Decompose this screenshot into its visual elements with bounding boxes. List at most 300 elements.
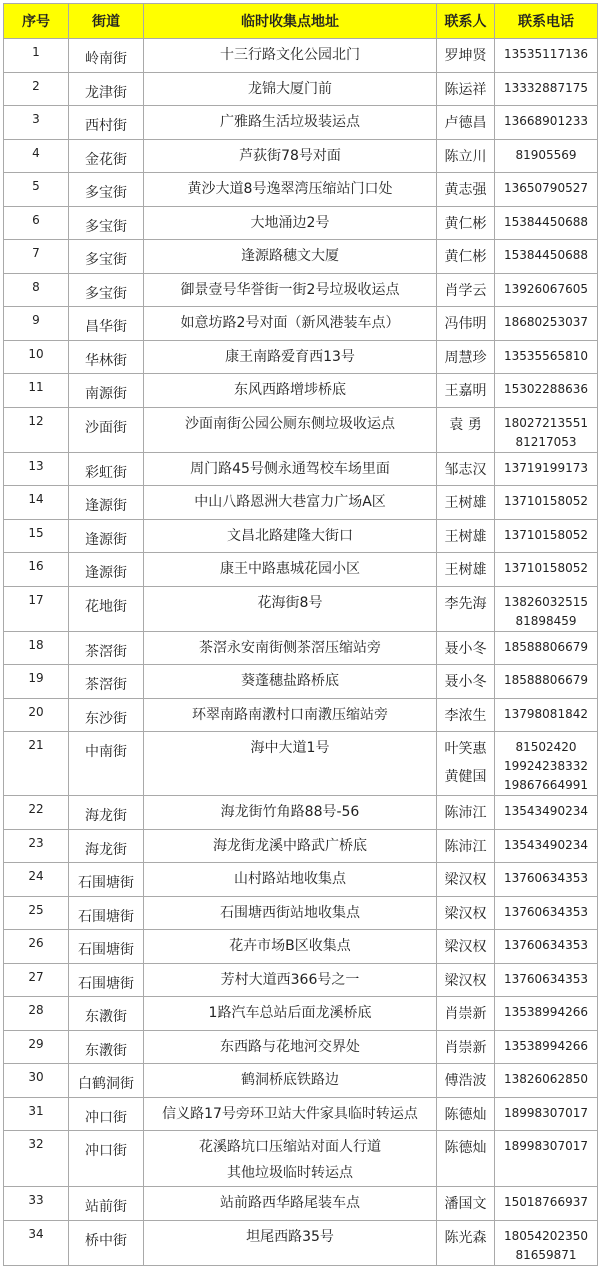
row-phone (495, 796, 598, 830)
address-line: 东风西路增埗桥底 (234, 382, 346, 398)
row-contact (437, 106, 495, 140)
row-street: 茶滘街 (69, 665, 144, 699)
table-row (4, 486, 598, 520)
row-phone (495, 519, 598, 553)
contact-name: 陈沛江 (444, 805, 487, 821)
row-phone (495, 631, 598, 665)
row-contact (437, 1064, 495, 1098)
row-address (144, 139, 437, 173)
row-address (144, 863, 437, 897)
row-street: 金花街 (69, 139, 144, 173)
phone-number: 13543490234 (504, 804, 588, 818)
row-address (144, 732, 437, 796)
contact-name: 肖崇新 (444, 1006, 487, 1022)
row-address (144, 307, 437, 341)
table-row (4, 732, 598, 796)
table-header (4, 4, 598, 39)
row-contact (437, 863, 495, 897)
row-seq: 20 (4, 698, 69, 732)
table-row (4, 173, 598, 207)
contact-name: 陈立川 (444, 148, 487, 165)
phone-number: 13710158052 (504, 561, 588, 575)
contact-name: 黄志强 (444, 182, 487, 198)
row-contact (437, 307, 495, 341)
row-contact (437, 553, 495, 587)
contact-name: 卢德昌 (444, 115, 487, 131)
table-row (4, 340, 598, 374)
row-street: 东沙街 (69, 698, 144, 732)
row-contact (437, 732, 495, 796)
contact-name: 陈运祥 (444, 81, 487, 98)
row-address (144, 452, 437, 486)
table-row (4, 106, 598, 140)
row-seq: 9 (4, 307, 69, 341)
row-contact (437, 519, 495, 553)
row-seq: 34 (4, 1220, 69, 1265)
row-contact (437, 1187, 495, 1221)
contact-name: 梁汉权 (444, 872, 487, 888)
row-street: 南源街 (69, 374, 144, 408)
phone-number: 19924238332 (504, 759, 588, 773)
row-seq: 33 (4, 1187, 69, 1221)
row-seq: 15 (4, 519, 69, 553)
row-seq: 24 (4, 863, 69, 897)
header-contact: 联系人 (437, 4, 495, 39)
row-contact (437, 665, 495, 699)
address-line: 康王南路爱育西13号 (225, 348, 355, 365)
table-row (4, 206, 598, 240)
contact-name: 聂小冬 (444, 674, 487, 690)
row-phone (495, 586, 598, 631)
row-seq: 28 (4, 997, 69, 1031)
row-phone (495, 896, 598, 930)
row-seq: 8 (4, 273, 69, 307)
contact-name: 梁汉权 (444, 972, 487, 989)
row-seq: 26 (4, 930, 69, 964)
row-street: 逢源街 (69, 519, 144, 553)
contact-name: 王嘉明 (444, 383, 487, 399)
phone-number: 18588806679 (504, 639, 588, 654)
row-phone (495, 1131, 598, 1187)
table-row (4, 139, 598, 173)
row-street: 多宝街 (69, 273, 144, 307)
table-row (4, 896, 598, 930)
row-address (144, 106, 437, 140)
address-line: 环翠南路南漖村口南漖压缩站旁 (192, 706, 388, 723)
row-phone (495, 374, 598, 408)
phone-number: 13926067605 (504, 281, 588, 296)
table-row (4, 1064, 598, 1098)
contact-name: 肖学云 (444, 282, 487, 299)
phone-number: 13538994266 (504, 1038, 588, 1053)
row-phone (495, 665, 598, 699)
phone-number: 18998307017 (504, 1105, 588, 1120)
phone-number: 13826032515 (504, 594, 588, 609)
row-seq: 18 (4, 631, 69, 665)
phone-number: 13538994266 (504, 1005, 588, 1019)
row-street: 逢源街 (69, 486, 144, 520)
row-contact (437, 240, 495, 274)
contact-name: 黄健国 (444, 769, 487, 785)
phone-number: 13535565810 (504, 348, 588, 363)
row-seq: 30 (4, 1064, 69, 1098)
table-row (4, 586, 598, 631)
row-street: 石围塘街 (69, 863, 144, 897)
address-line: 黄沙大道8号逸翠湾压缩站门口处 (187, 181, 393, 197)
row-phone (495, 1187, 598, 1221)
row-phone (495, 307, 598, 341)
row-contact (437, 1097, 495, 1131)
table-row (4, 829, 598, 863)
row-address (144, 553, 437, 587)
address-line: 海龙街竹角路88号-56 (220, 804, 360, 820)
table-row (4, 698, 598, 732)
row-seq: 13 (4, 452, 69, 486)
row-seq: 31 (4, 1097, 69, 1131)
row-street: 桥中街 (69, 1220, 144, 1265)
row-address (144, 1220, 437, 1265)
row-phone (495, 997, 598, 1031)
row-address (144, 273, 437, 307)
row-contact (437, 407, 495, 452)
phone-number: 15018766937 (504, 1195, 588, 1209)
row-phone (495, 698, 598, 732)
row-street: 东漖街 (69, 997, 144, 1031)
row-address (144, 1187, 437, 1221)
address-line: 鹤洞桥底铁路边 (241, 1072, 339, 1088)
row-seq: 17 (4, 586, 69, 631)
row-phone (495, 173, 598, 207)
row-phone (495, 963, 598, 997)
table-row (4, 1131, 598, 1187)
row-street: 白鹤洞街 (69, 1064, 144, 1098)
row-contact (437, 796, 495, 830)
row-seq: 32 (4, 1131, 69, 1187)
row-seq: 2 (4, 72, 69, 106)
phone-number: 15302288636 (504, 382, 588, 396)
row-street: 彩虹街 (69, 452, 144, 486)
row-contact (437, 586, 495, 631)
phone-number: 13710158052 (504, 494, 588, 508)
address-line: 十三行路文化公园北门 (220, 47, 360, 63)
row-seq: 21 (4, 732, 69, 796)
contact-name: 周慧珍 (444, 349, 487, 366)
row-seq: 27 (4, 963, 69, 997)
row-contact (437, 631, 495, 665)
row-address (144, 631, 437, 665)
row-contact (437, 173, 495, 207)
row-address (144, 665, 437, 699)
row-street: 多宝街 (69, 173, 144, 207)
contact-name: 罗坤贤 (444, 48, 487, 64)
row-seq: 29 (4, 1030, 69, 1064)
address-line: 逢源路穗文大厦 (241, 248, 339, 264)
table-row (4, 307, 598, 341)
row-phone (495, 39, 598, 73)
phone-number: 13826062850 (504, 1072, 588, 1086)
address-line: 花溪路坑口压缩站对面人行道 (199, 1139, 381, 1155)
row-address (144, 407, 437, 452)
row-address (144, 586, 437, 631)
address-line: 芳村大道西366号之一 (220, 971, 360, 988)
row-contact (437, 273, 495, 307)
row-phone (495, 732, 598, 796)
row-address (144, 72, 437, 106)
address-line: 花海街8号 (257, 594, 323, 611)
header-phone: 联系电话 (495, 4, 598, 39)
address-line: 芦荻街78号对面 (239, 147, 341, 164)
phone-number: 13543490234 (504, 837, 588, 852)
header-row (4, 4, 598, 39)
address-line: 大地涌边2号 (250, 214, 330, 231)
row-seq: 11 (4, 374, 69, 408)
table-row (4, 863, 598, 897)
phone-number: 13798081842 (504, 706, 588, 721)
address-line: 文昌北路建隆大街口 (227, 527, 353, 544)
row-address (144, 39, 437, 73)
contact-name: 陈德灿 (444, 1140, 487, 1156)
contact-name: 袁 勇 (449, 416, 482, 433)
row-address (144, 1097, 437, 1131)
phone-number: 18680253037 (504, 315, 588, 329)
row-address (144, 963, 437, 997)
phone-number: 18998307017 (504, 1139, 588, 1153)
address-line: 石围塘西街站地收集点 (220, 904, 360, 921)
table-row (4, 72, 598, 106)
address-line: 其他垃圾临时转运点 (227, 1165, 353, 1181)
row-seq: 22 (4, 796, 69, 830)
row-address (144, 1030, 437, 1064)
header-street: 街道 (69, 4, 144, 39)
contact-name: 冯伟明 (444, 316, 487, 332)
table-row (4, 665, 598, 699)
table-row (4, 1097, 598, 1131)
row-contact (437, 698, 495, 732)
address-line: 康王中路惠城花园小区 (220, 561, 360, 577)
address-line: 茶滘永安南街侧茶滘压缩站旁 (199, 639, 381, 656)
row-address (144, 1064, 437, 1098)
address-line: 如意坊路2号对面（新风港装车点） (180, 315, 400, 331)
row-contact (437, 829, 495, 863)
address-line: 站前路西华路尾装车点 (220, 1195, 360, 1211)
row-seq: 23 (4, 829, 69, 863)
row-seq: 25 (4, 896, 69, 930)
row-phone (495, 106, 598, 140)
row-street: 华林街 (69, 340, 144, 374)
row-seq: 16 (4, 553, 69, 587)
phone-number: 81898459 (515, 613, 577, 628)
row-street: 东漖街 (69, 1030, 144, 1064)
row-phone (495, 452, 598, 486)
address-line: 山村路站地收集点 (234, 871, 346, 887)
address-line: 1路汽车总站后面龙溪桥底 (208, 1005, 372, 1021)
contact-name: 李浓生 (444, 707, 487, 724)
row-contact (437, 1131, 495, 1187)
row-seq: 6 (4, 206, 69, 240)
row-street: 昌华街 (69, 307, 144, 341)
address-line: 龙锦大厦门前 (248, 80, 332, 97)
row-phone (495, 340, 598, 374)
row-address (144, 206, 437, 240)
row-address (144, 997, 437, 1031)
row-address (144, 340, 437, 374)
row-address (144, 698, 437, 732)
row-contact (437, 139, 495, 173)
table-row (4, 631, 598, 665)
table-row (4, 1220, 598, 1265)
row-phone (495, 139, 598, 173)
collection-points-table (3, 3, 598, 1266)
table-row (4, 452, 598, 486)
row-street: 逢源街 (69, 553, 144, 587)
row-contact (437, 1030, 495, 1064)
contact-name: 黄仁彬 (444, 249, 487, 265)
contact-name: 邹志汉 (444, 461, 487, 478)
row-address (144, 829, 437, 863)
row-phone (495, 930, 598, 964)
row-seq: 5 (4, 173, 69, 207)
row-street: 多宝街 (69, 206, 144, 240)
contact-name: 陈沛江 (444, 838, 487, 855)
row-phone (495, 1220, 598, 1265)
contact-name: 肖崇新 (444, 1039, 487, 1056)
address-line: 海龙街龙溪中路武广桥底 (213, 837, 367, 854)
row-contact (437, 374, 495, 408)
row-street: 西村街 (69, 106, 144, 140)
row-street: 中南街 (69, 732, 144, 796)
address-line: 广雅路生活垃圾装运点 (220, 114, 360, 130)
phone-number: 13760634353 (504, 938, 588, 952)
row-contact (437, 486, 495, 520)
row-seq: 7 (4, 240, 69, 274)
row-phone (495, 1064, 598, 1098)
row-street: 石围塘街 (69, 896, 144, 930)
address-line: 坦尾西路35号 (246, 1228, 334, 1245)
contact-name: 李先海 (444, 595, 487, 612)
row-street: 石围塘街 (69, 930, 144, 964)
row-contact (437, 1220, 495, 1265)
table-row (4, 273, 598, 307)
phone-number: 13710158052 (504, 527, 588, 542)
row-seq: 1 (4, 39, 69, 73)
contact-name: 黄仁彬 (444, 215, 487, 232)
table-row (4, 930, 598, 964)
contact-name: 王树雄 (444, 528, 487, 545)
row-street: 海龙街 (69, 796, 144, 830)
phone-number: 81659871 (515, 1247, 577, 1262)
address-line: 葵蓬穗盐路桥底 (241, 673, 339, 689)
phone-number: 13332887175 (504, 80, 588, 95)
table-row (4, 240, 598, 274)
table-row (4, 1030, 598, 1064)
row-contact (437, 930, 495, 964)
phone-number: 13760634353 (504, 871, 588, 885)
row-phone (495, 1030, 598, 1064)
phone-number: 13668901233 (504, 114, 588, 128)
table-row (4, 553, 598, 587)
phone-number: 13760634353 (504, 971, 588, 986)
row-phone (495, 407, 598, 452)
phone-number: 18027213551 (504, 415, 588, 430)
address-line: 中山八路恩洲大巷富力广场A区 (194, 494, 386, 510)
phone-number: 18588806679 (504, 673, 588, 687)
address-line: 御景壹号华誉街一街2号垃圾收运点 (180, 281, 400, 298)
phone-number: 81502420 (515, 740, 577, 754)
row-address (144, 173, 437, 207)
row-street: 石围塘街 (69, 963, 144, 997)
table-row (4, 796, 598, 830)
phone-number: 81905569 (515, 147, 577, 162)
address-line: 沙面南街公园公厕东侧垃圾收运点 (185, 415, 395, 432)
row-address (144, 796, 437, 830)
row-phone (495, 829, 598, 863)
row-phone (495, 273, 598, 307)
table-row (4, 374, 598, 408)
phone-number: 13760634353 (504, 904, 588, 919)
row-address (144, 930, 437, 964)
phone-number: 15384450688 (504, 248, 588, 262)
row-contact (437, 72, 495, 106)
row-street: 岭南街 (69, 39, 144, 73)
contact-name: 王树雄 (444, 562, 487, 578)
phone-number: 81217053 (515, 434, 577, 449)
row-address (144, 1131, 437, 1187)
table-body (4, 39, 598, 1266)
contact-name: 潘国文 (444, 1196, 487, 1212)
address-line: 海中大道1号 (250, 740, 330, 756)
phone-number: 13650790527 (504, 181, 588, 195)
row-contact (437, 39, 495, 73)
contact-name: 陈光森 (444, 1229, 487, 1246)
phone-number: 18054202350 (504, 1228, 588, 1243)
row-phone (495, 553, 598, 587)
row-contact (437, 997, 495, 1031)
table-row (4, 963, 598, 997)
table-row (4, 519, 598, 553)
address-line: 周门路45号侧永通驾校车场里面 (190, 460, 390, 477)
row-address (144, 240, 437, 274)
row-contact (437, 340, 495, 374)
contact-name: 叶笑惠 (444, 741, 487, 757)
address-line: 花卉市场B区收集点 (229, 938, 351, 954)
table-row (4, 997, 598, 1031)
phone-number: 15384450688 (504, 214, 588, 229)
row-contact (437, 206, 495, 240)
row-phone (495, 863, 598, 897)
row-street: 站前街 (69, 1187, 144, 1221)
row-phone (495, 486, 598, 520)
row-street: 多宝街 (69, 240, 144, 274)
phone-number: 13719199173 (504, 460, 588, 475)
row-seq: 4 (4, 139, 69, 173)
row-street: 海龙街 (69, 829, 144, 863)
row-seq: 19 (4, 665, 69, 699)
row-address (144, 896, 437, 930)
phone-number: 19867664991 (504, 778, 588, 792)
row-seq: 10 (4, 340, 69, 374)
row-street: 冲口街 (69, 1097, 144, 1131)
row-address (144, 486, 437, 520)
row-street: 花地街 (69, 586, 144, 631)
table-row (4, 1187, 598, 1221)
row-phone (495, 206, 598, 240)
row-seq: 3 (4, 106, 69, 140)
row-contact (437, 452, 495, 486)
row-phone (495, 72, 598, 106)
address-line: 信义路17号旁环卫站大件家具临时转运点 (162, 1105, 418, 1122)
row-street: 茶滘街 (69, 631, 144, 665)
row-phone (495, 240, 598, 274)
